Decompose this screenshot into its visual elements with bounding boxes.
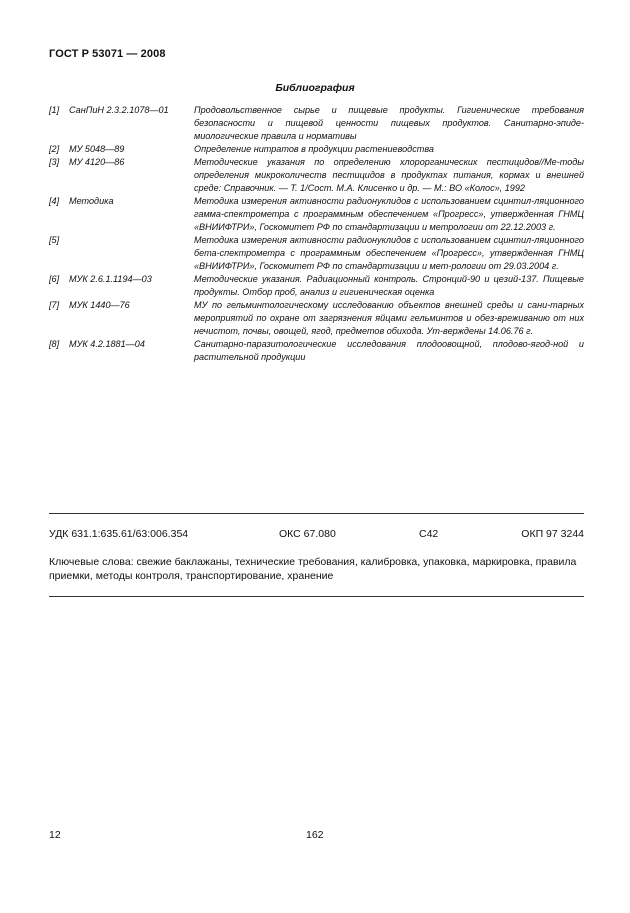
bibliography-entry — [49, 104, 584, 143]
entry-title: Методические указания по определению хлорорганических пестицидов//Ме-тоды определения микроколичеств пестицидов в продуктах питания, кормах и внешней среде: Справочник. — Т. 1/Сост. М.А. Клисенко и др. — М.: ВО «Колос», 1992 — [194, 157, 584, 193]
entry-number: [3] — [49, 157, 60, 167]
page-number-center: 162 — [306, 829, 324, 841]
okp-code: ОКП 97 3244 — [521, 528, 584, 540]
entry-number: [4] — [49, 196, 60, 206]
entry-reference: МУК 1440—76 — [69, 300, 130, 310]
entry-number: [5] — [49, 235, 60, 245]
bibliography-entry — [49, 195, 584, 234]
entry-reference — [69, 234, 194, 273]
document-code: ГОСТ Р 53071 — 2008 — [49, 48, 166, 60]
bibliography-entry — [49, 273, 584, 299]
divider-bottom — [49, 596, 584, 597]
entry-title: МУ по гельминтологическому исследованию объектов внешней среды и сани-тарных мероприятий по охране от загрязнения яйцами гельминтов и обез-вреживанию от них нечистот, почвы, овощей, ягод, предметов обихода. Ут-верждены 14.06.76 г. — [194, 300, 584, 336]
bibliography-entry — [49, 299, 584, 338]
entry-number: [1] — [49, 105, 60, 115]
section-title: Библиография — [275, 82, 355, 94]
entry-number: [2] — [49, 144, 60, 154]
page-number-left: 12 — [49, 829, 61, 841]
entry-reference: МУК 4.2.1881—04 — [69, 339, 145, 349]
entry-title: Санитарно-паразитологические исследования плодоовощной, плодово-ягод-ной и растительной продукции — [194, 339, 584, 362]
entry-reference: МУ 4120—86 — [69, 157, 125, 167]
group-code: С42 — [419, 528, 439, 540]
bibliography-entry — [49, 143, 584, 156]
keywords: Ключевые слова: свежие баклажаны, технические требования, калибровка, упаковка, маркировка, правила приемки, методы контроля, транспортирование, хранение — [49, 556, 577, 582]
entry-title: Методические указания. Радиационный контроль. Стронций-90 и цезий-137. Пищевые продукты. Отбор проб, анализ и гигиеническая оценка — [194, 274, 584, 297]
entry-title: Методика измерения активности радионуклидов с использованием сцинтил-ляционного гамма-спектрометра с программным обеспечением «Прогресс», утвержденная ГНМЦ «ВНИИФТРИ», Госкомитет РФ по стандартизации и метрологии от 22.12.2003 г. — [194, 196, 584, 232]
entry-title: Определение нитратов в продукции растениеводства — [194, 144, 434, 154]
bibliography-entry — [49, 156, 584, 195]
entry-number: [6] — [49, 274, 60, 284]
divider-top — [49, 513, 584, 514]
oks-code: ОКС 67.080 — [279, 528, 336, 540]
bibliography-list — [49, 104, 584, 364]
bibliography-entry — [49, 234, 584, 273]
entry-reference: Методика — [69, 196, 114, 206]
entry-reference: СанПиН 2.3.2.1078—01 — [69, 105, 169, 115]
entry-number: [8] — [49, 339, 60, 349]
bibliography-entry — [49, 338, 584, 364]
entry-number: [7] — [49, 300, 60, 310]
entry-title: Методика измерения активности радионуклидов с использованием сцинтил-ляционного бета-спектрометра с программным обеспечением «Прогресс», утвержденная ГНМЦ «ВНИИФТРИ», Госкомитет РФ по стандартизации и мет-рологии от 29.03.2004 г. — [194, 235, 584, 271]
entry-reference: МУК 2.6.1.1194—03 — [69, 274, 152, 284]
entry-reference: МУ 5048—89 — [69, 144, 125, 154]
entry-title: Продовольственное сырье и пищевые продукты. Гигиенические требования безопасности и пищевой ценности пищевых продуктов. Санитарно-эпиде-миологические правила и нормативы — [194, 105, 584, 141]
udc-code: УДК 631.1:635.61/63:006.354 — [49, 528, 189, 540]
